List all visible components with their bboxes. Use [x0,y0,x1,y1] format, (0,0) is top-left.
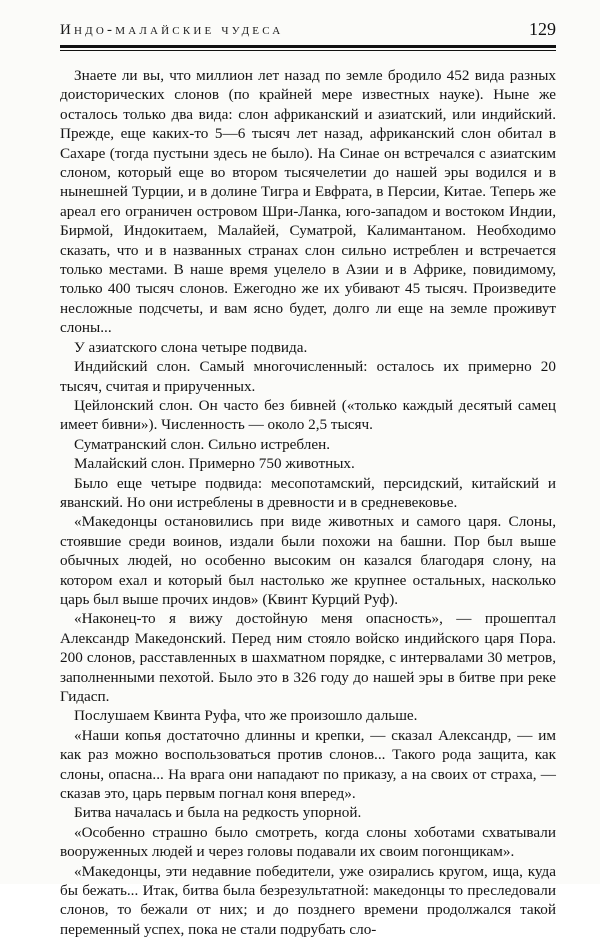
paragraph: Было еще четыре подвида: месопотамский, персидский, китайский и яванский. Но они истреблены в древности и в средневековье. [60,474,556,511]
running-header [60,20,556,46]
header-rule-thin [60,50,556,51]
page-number: 129 [529,19,556,39]
paragraph: Знаете ли вы, что миллион лет назад по земле бродило 452 вида разных доисторических слонов (по крайней мере известных науке). Ныне же осталось только два вида: слон африканский и азиатский, или индийский. Прежде, еще каких-то 5—6 тысяч лет назад, африканский слон обитал в Сахаре (тогда пустыни здесь не было). На Синае он встречался с азиатским слоном, который еще во втором тысячелетии до нашей эры водился и в нынешней Турции, и в долине Тигра и Евфрата, в Персии, Китае. Теперь же ареал его ограничен островом Шри-Ланка, юго-западом и востоком Индии, Бирмой, Индокитаем, Малайей, Суматрой, Калимантаном. Необходимо сказать, что и в названных странах слон сильно истреблен и встречается только местами. В наше время уцелело в Азии и в Африке, повидимому, только 400 тысяч слонов. Ежегодно же их убивают 45 тысяч. Произведите несложные подсчеты, и вам ясно будет, долго ли еще на земле проживут слоны... [60,67,556,337]
paragraph: Послушаем Квинта Руфа, что же произошло дальше. [74,707,418,725]
paragraph: «Особенно страшно было смотреть, когда слоны хоботами схватывали вооруженных людей и через головы подавали их своим погонщикам». [60,823,556,861]
paragraph: «Македонцы остановились при виде животных и самого царя. Слоны, стоявшие среди воинов, издали были похожи на башни. Пор был выше обычных людей, но особенно высоким он казался благодаря слону, на котором ехал и который был настолько же крупнее остальных, насколько царь был выше прочих индов» (Квинт Курций Руф). [60,513,556,608]
paragraph: «Наши копья достаточно длинны и крепки, — сказал Александр, — им как раз можно воспользоваться против слонов... Такого рода защита, как слоны, опасна... На врага они нападают по приказу, а на своих от страха, — сказав это, царь первым погнал коня вперед». [60,726,556,803]
running-title: Индо-малайские чудеса [60,22,284,38]
paragraph: У азиатского слона четыре подвида. [74,338,308,356]
paragraph: Битва началась и была на редкость упорной. [74,804,362,822]
paragraph: «Македонцы, эти недавние победители, уже озирались кругом, ища, куда бы бежать... Итак, битва была безрезультатной: македонцы то преследовали слонов, то бежали от них; и до позднего времени продолжался такой переменный успех, пока не стали подрубать сло- [60,862,556,938]
body-text [60,66,556,939]
paragraph: Цейлонский слон. Он часто без бивней («только каждый десятый самец имеет бивни»). Численность — около 2,5 тысяч. [60,396,556,434]
paragraph: Индийский слон. Самый многочисленный: осталось их примерно 20 тысяч, считая и прирученных. [60,358,556,395]
paragraph: Суматранский слон. Сильно истреблен. [74,435,330,453]
header-rule-thick [60,45,556,48]
paragraph: «Наконец-то я вижу достойную меня опасность», — прошептал Александр Македонский. Перед ним стояло войско индийского царя Пора. 200 слонов, расставленных в шахматном порядке, с интервалами 30 метров, заполненными пехотой. Было это в 326 году до нашей эры в битве при реке Гидасп. [60,610,556,705]
paragraph: Малайский слон. Примерно 750 животных. [74,455,355,473]
